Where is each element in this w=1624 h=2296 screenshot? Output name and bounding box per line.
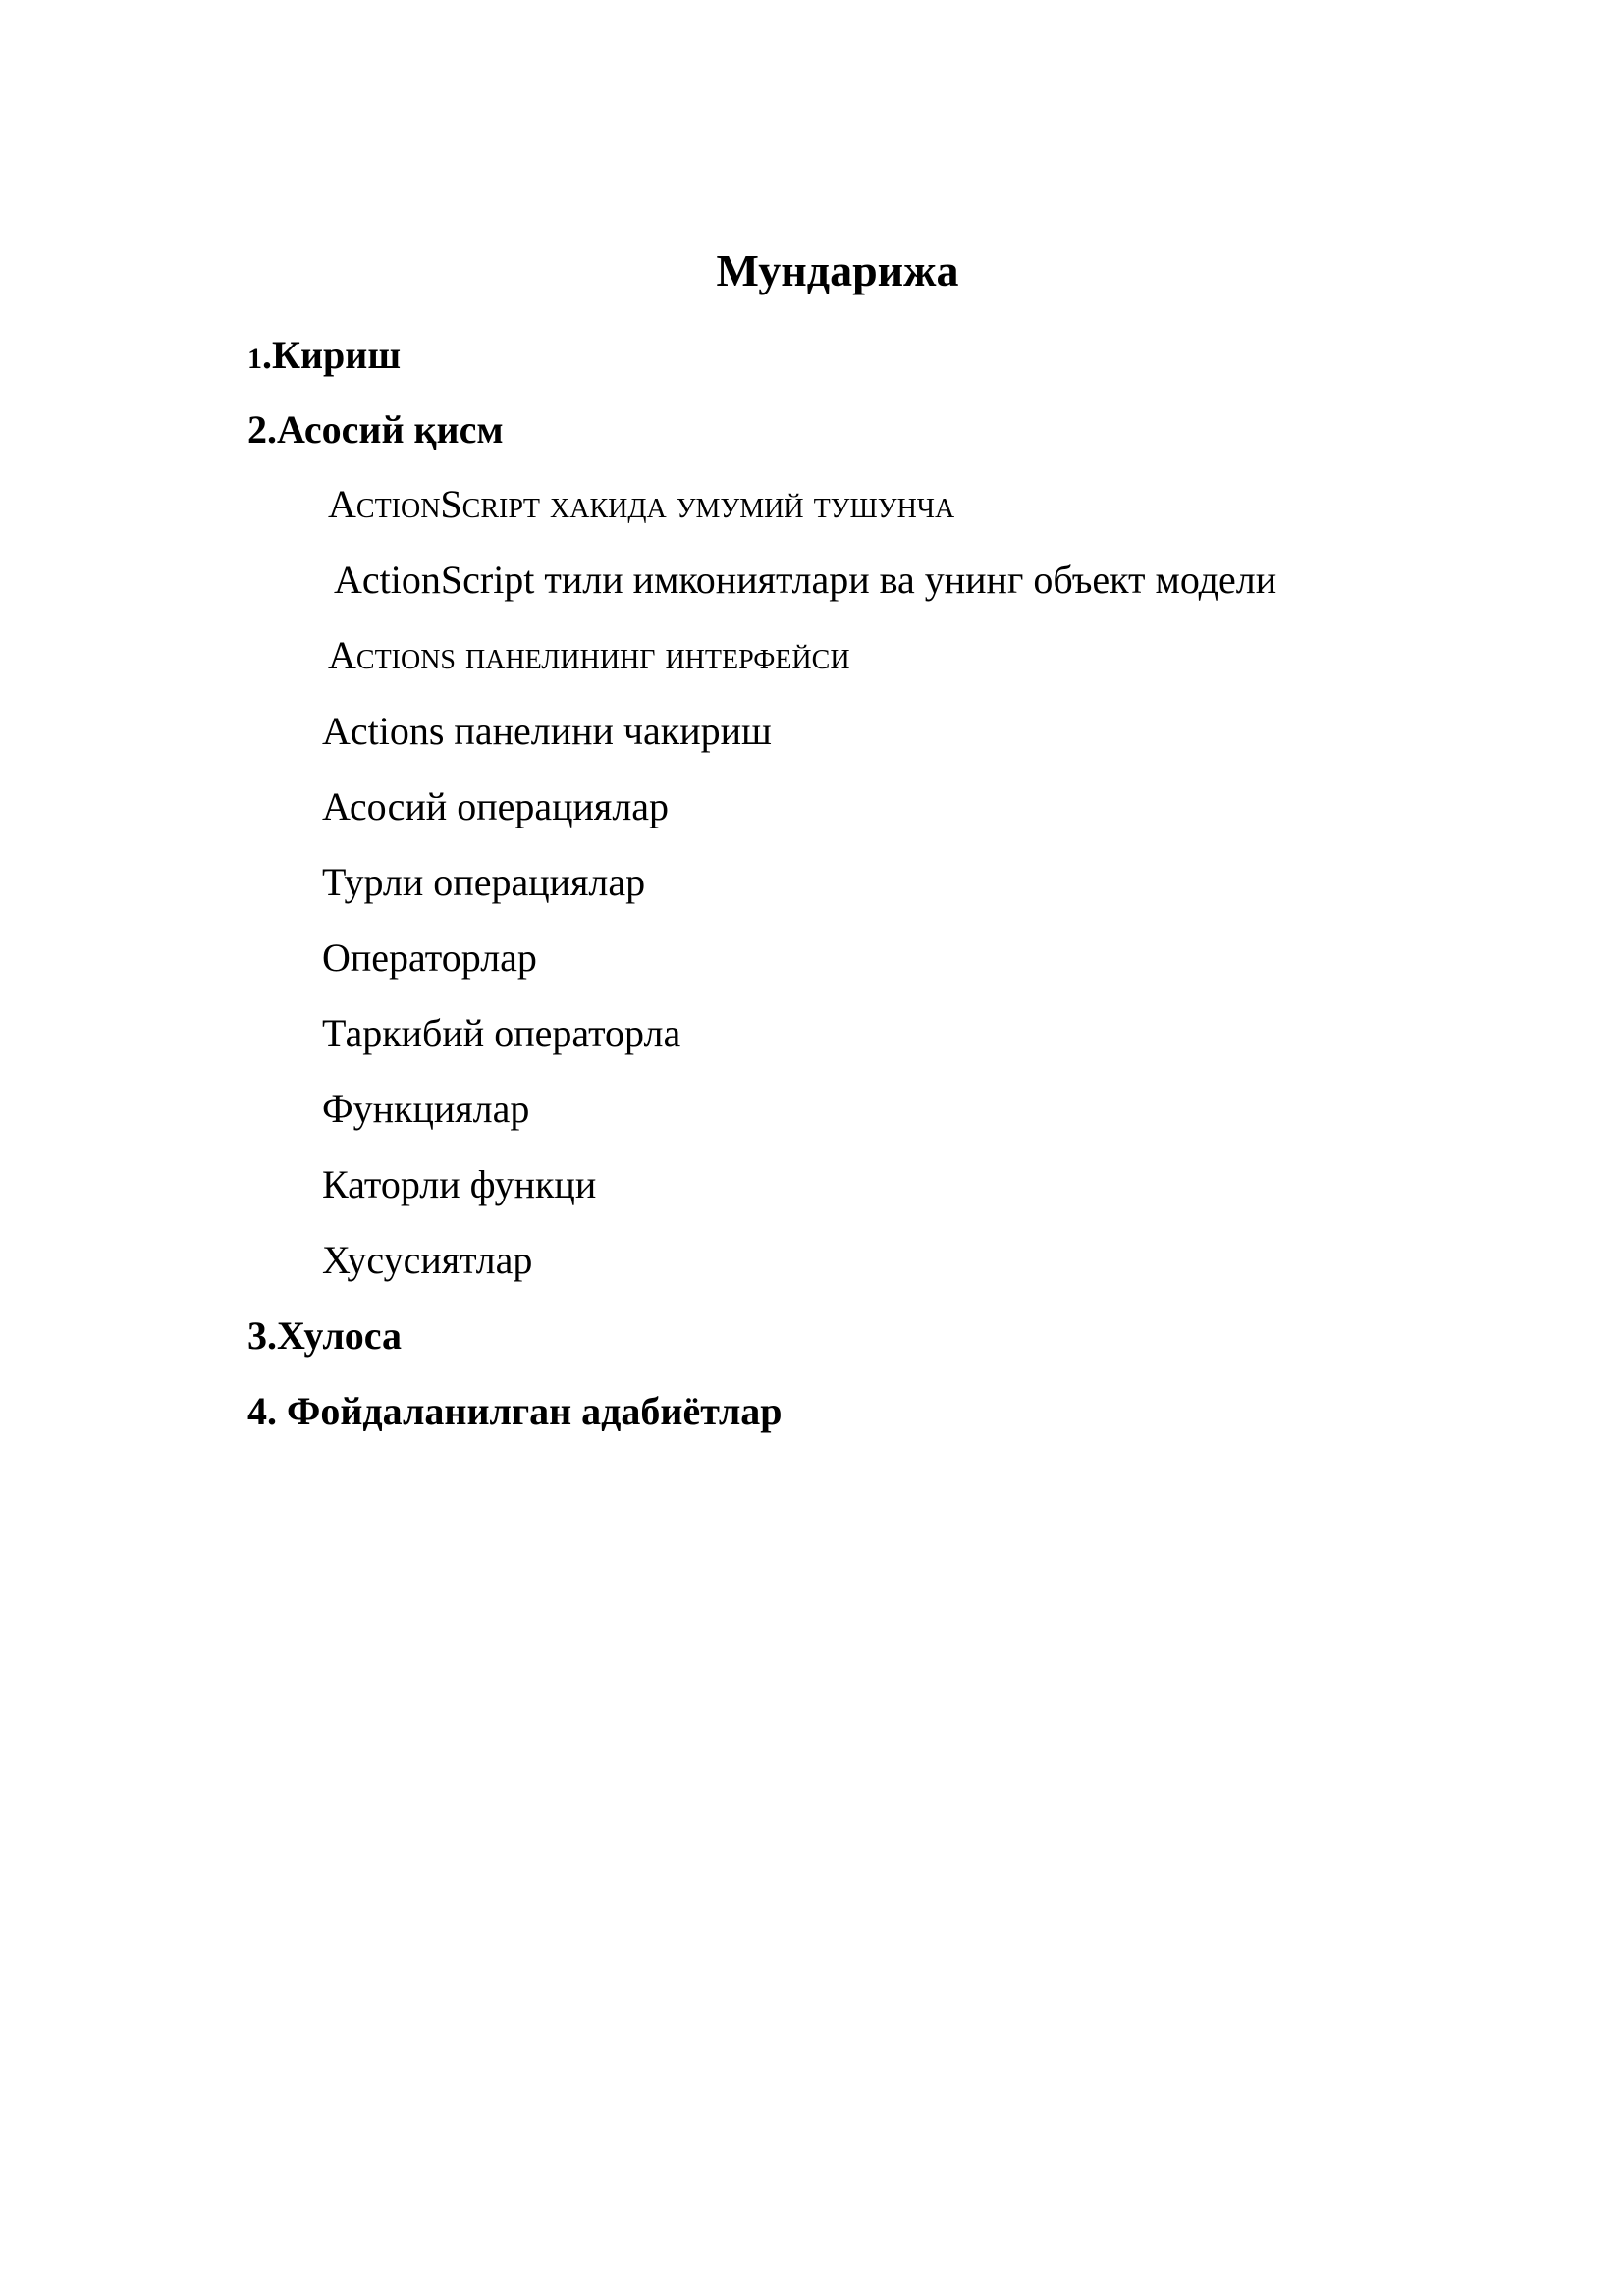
toc-entry-basic-operations: Асосий операциялар (322, 784, 670, 828)
toc-entry-calling-actions-panel: Actions панелини чакириш (322, 709, 772, 753)
toc-entry-properties: Хусусиятлар (322, 1238, 533, 1282)
toc-entry-label: Кириш (272, 333, 402, 377)
toc-entry-actions-panel-interface: Actions панелининг интерфейси (328, 633, 850, 677)
toc-entry-number: 1 (247, 343, 262, 375)
toc-entry-string-functions: Каторли функци (322, 1162, 597, 1206)
toc-entry-operators: Операторлар (322, 935, 537, 980)
toc-entry-functions: Функциялар (322, 1087, 530, 1131)
toc-entry-various-operations: Турли операциялар (322, 860, 646, 904)
toc-entry-main-part: 2.Асосий қисм (247, 407, 504, 452)
toc-entry-dot: . (262, 333, 272, 377)
toc-entry-introduction (247, 331, 401, 384)
toc-entry-references: 4. Фойдаланилган адабиётлар (247, 1389, 783, 1433)
toc-entry-conclusion: 3.Хулоса (247, 1313, 403, 1358)
page-title: Мундарижа (716, 245, 959, 295)
toc-entry-actionscript-overview: ActionScript хакида умумий тушунча (328, 482, 955, 526)
toc-entry-actionscript-capabilities: ActionScript тили имкониятлари ва унинг объект модели (334, 558, 1277, 602)
toc-entry-compound-operators: Таркибий операторла (322, 1011, 681, 1055)
